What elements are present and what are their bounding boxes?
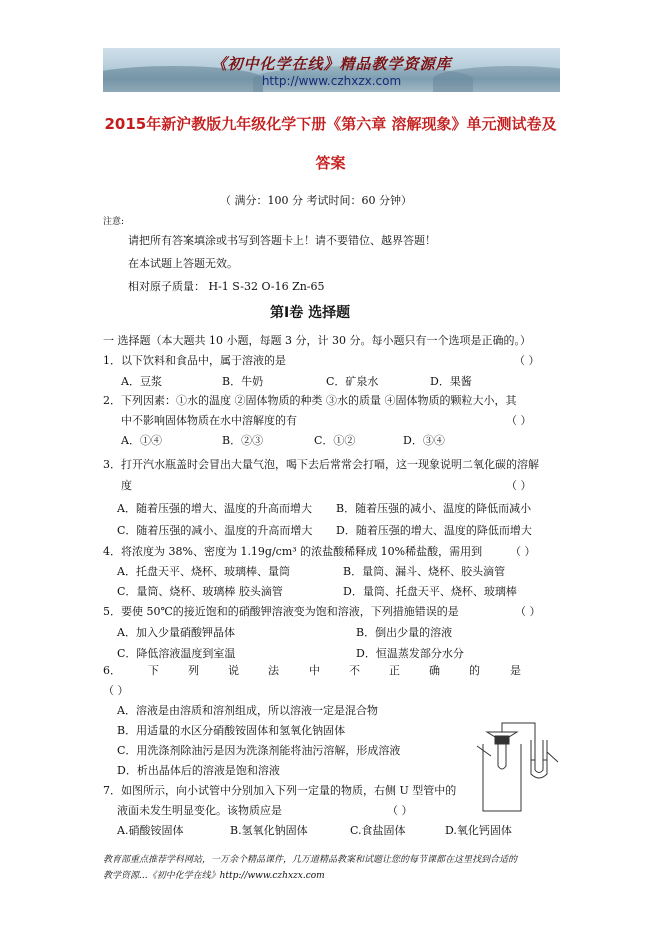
question-4-option-a: A．托盘天平、烧杯、玻璃棒、量筒 bbox=[117, 565, 290, 578]
question-5-option-d: D．恒温蒸发部分水分 bbox=[356, 647, 464, 660]
question-7-stem: 7．如图所示，向小试管中分别加入下列一定量的物质，右侧 U 型管中的 bbox=[103, 784, 457, 797]
question-2-stem: 2．下列因素：①水的温度 ②固体物质的种类 ③水的质量 ④固体物质的颗粒大小，其 bbox=[103, 394, 517, 407]
question-1-option-a: A．豆浆 bbox=[121, 375, 162, 388]
atomic-masses: 相对原子质量： H-1 S-32 O-16 Zn-65 bbox=[128, 280, 325, 293]
exam-meta: （ 满分：100 分 考试时间：60 分钟） bbox=[220, 194, 412, 207]
answer-bracket: （ ） bbox=[387, 804, 413, 817]
header-banner bbox=[103, 48, 560, 92]
question-3-option-d: D．随着压强的增大、温度的降低而增大 bbox=[336, 524, 532, 537]
footer-line-1: 教育部重点推荐学科网站，一万余个精品课件，几万道精品教案和试题让您的每节课都在这里找到合适的 bbox=[103, 855, 518, 865]
answer-bracket: （ ） bbox=[515, 605, 541, 618]
question-6-stem-char: 不 bbox=[349, 664, 360, 677]
question-5-option-c: C．降低溶液温度到室温 bbox=[117, 647, 236, 660]
banner-title: 《初中化学在线》精品教学资源库 bbox=[211, 55, 452, 73]
answer-bracket: （ ） bbox=[103, 684, 129, 697]
question-7-option-b: B.氢氧化钠固体 bbox=[230, 824, 308, 837]
question-6-stem-char: 6． bbox=[103, 664, 121, 677]
question-2-option-b: B．②③ bbox=[222, 434, 264, 447]
notice-label: 注意: bbox=[103, 217, 125, 227]
question-4-option-d: D．量筒、托盘天平、烧杯、玻璃棒 bbox=[343, 585, 517, 598]
document-title-line2: 答案 bbox=[315, 154, 346, 172]
question-6-option-d: D．析出晶体后的溶液是饱和溶液 bbox=[117, 764, 280, 777]
question-1-option-b: B．牛奶 bbox=[222, 375, 264, 388]
section-intro: 一 选择题（本大题共 10 小题，每题 3 分，计 30 分。每小题只有一个选项是正确的。） bbox=[103, 334, 531, 347]
question-3-stem-cont: 度 bbox=[121, 479, 132, 492]
question-6-stem-char: 下 bbox=[148, 664, 159, 677]
question-2-stem-cont: 中不影响固体物质在水中溶解度的有 bbox=[121, 414, 297, 427]
question-7-option-d: D.氧化钙固体 bbox=[445, 824, 512, 837]
question-3-option-a: A．随着压强的增大、温度的升高而增大 bbox=[117, 502, 312, 515]
banner-url[interactable]: http://www.czhxzx.com bbox=[261, 74, 402, 88]
question-6-stem-char: 是 bbox=[510, 664, 521, 677]
question-6-option-b: B．用适量的水区分硝酸铵固体和氢氧化钠固体 bbox=[117, 724, 346, 737]
question-1-stem: 1．以下饮料和食品中，属于溶液的是 bbox=[103, 354, 286, 367]
question-4-stem: 4．将浓度为 38%、密度为 1.19g/cm³ 的浓盐酸稀释成 10%稀盐酸，需用到 bbox=[103, 545, 483, 558]
question-7-stem-cont: 液面未发生明显变化。该物质应是 bbox=[117, 804, 282, 817]
answer-bracket: （ ） bbox=[506, 414, 532, 427]
question-1-option-d: D．果酱 bbox=[430, 375, 472, 388]
question-6-stem-char: 确 bbox=[429, 664, 440, 677]
question-7-option-c: C.食盐固体 bbox=[350, 824, 406, 837]
question-7-option-a: A.硝酸铵固体 bbox=[117, 824, 184, 837]
question-2-option-d: D．③④ bbox=[403, 434, 445, 447]
document-title-line1: 2015年新沪教版九年级化学下册《第六章 溶解现象》单元测试卷及 bbox=[104, 115, 557, 133]
question-6-stem-char: 列 bbox=[188, 664, 199, 677]
answer-bracket: （ ） bbox=[514, 354, 540, 367]
question-1-option-c: C．矿泉水 bbox=[326, 375, 379, 388]
question-4-option-b: B．量筒、漏斗、烧杯、胶头滴管 bbox=[343, 565, 506, 578]
question-5-option-a: A．加入少量硝酸钾晶体 bbox=[117, 626, 235, 639]
question-6-stem-char: 的 bbox=[469, 664, 480, 677]
question-6-option-c: C．用洗涤剂除油污是因为洗涤剂能将油污溶解，形成溶液 bbox=[117, 744, 401, 757]
question-6-stem-char: 法 bbox=[268, 664, 279, 677]
footer-line-2: 教学资源...《初中化学在线》http://www.czhxzx.com bbox=[103, 871, 325, 881]
question-2-option-c: C．①② bbox=[314, 434, 356, 447]
question-5-option-b: B．倒出少量的溶液 bbox=[356, 626, 453, 639]
question-3-option-c: C．随着压强的减小、温度的升高而增大 bbox=[117, 524, 313, 537]
question-6-option-a: A．溶液是由溶质和溶剂组成，所以溶液一定是混合物 bbox=[117, 704, 378, 717]
u-tube-apparatus-diagram bbox=[473, 716, 561, 816]
notice-line-1: 请把所有答案填涂或书写到答题卡上！请不要错位、越界答题！ bbox=[128, 234, 436, 247]
question-3-stem: 3．打开汽水瓶盖时会冒出大量气泡，喝下去后常常会打嗝，这一现象说明二氧化碳的溶解 bbox=[103, 458, 539, 471]
section-title: 第Ⅰ卷 选择题 bbox=[270, 305, 351, 321]
question-6-stem-char: 说 bbox=[228, 664, 239, 677]
answer-bracket: （ ） bbox=[506, 479, 532, 492]
question-5-stem: 5．要使 50℃的接近饱和的硝酸钾溶液变为饱和溶液，下列措施错误的是 bbox=[103, 605, 459, 618]
question-2-option-a: A．①④ bbox=[121, 434, 162, 447]
question-4-option-c: C．量筒、烧杯、玻璃棒 胶头滴管 bbox=[117, 585, 283, 598]
question-6-stem-char: 中 bbox=[309, 664, 320, 677]
question-6-stem-char: 正 bbox=[389, 664, 400, 677]
notice-line-2: 在本试题上答题无效。 bbox=[128, 257, 238, 270]
answer-bracket: （ ） bbox=[510, 545, 536, 558]
question-3-option-b: B．随着压强的减小、温度的降低而减小 bbox=[336, 502, 532, 515]
